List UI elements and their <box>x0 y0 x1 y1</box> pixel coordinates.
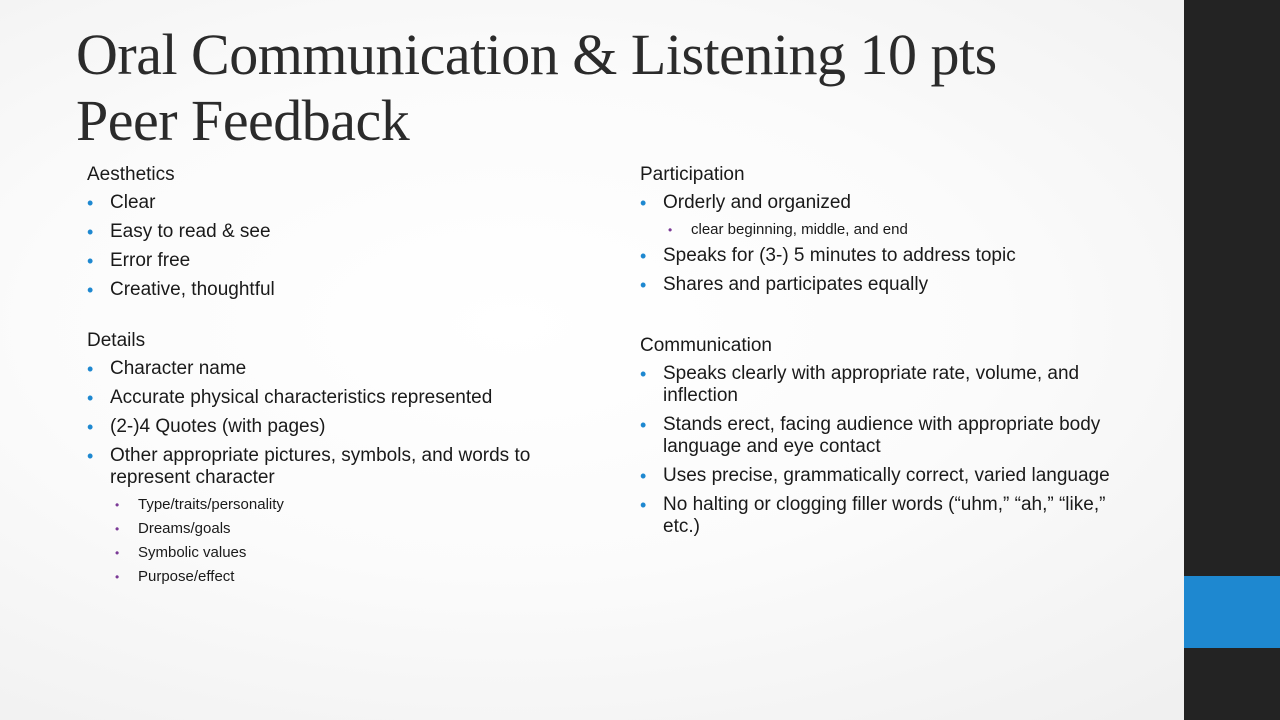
sub-list-item: • Dreams/goals <box>87 520 557 538</box>
aesthetics-heading: Aesthetics <box>87 164 175 185</box>
list-item: • No halting or clogging filler words (“uhm,” “ah,” “like,” etc.) <box>640 494 1130 538</box>
list-item: • Error free <box>87 250 557 272</box>
list-item: • Speaks clearly with appropriate rate, volume, and inflection <box>640 363 1130 407</box>
list-item: • Easy to read & see <box>87 221 557 243</box>
participation-heading: Participation <box>640 164 745 185</box>
communication-heading: Communication <box>640 335 772 356</box>
communication-list <box>640 363 1130 538</box>
slide-title-line-2: Peer Feedback <box>76 88 410 153</box>
participation-list-continued <box>640 245 1130 296</box>
list-item: • Accurate physical characteristics represented <box>87 387 557 409</box>
sidebar-accent-block <box>1184 576 1280 648</box>
list-item: • Clear <box>87 192 557 214</box>
list-item: • Character name <box>87 358 557 380</box>
details-sublist <box>87 496 557 586</box>
sub-list-item: • clear beginning, middle, and end <box>640 221 1130 239</box>
slide-title-line-1: Oral Communication & Listening 10 pts <box>76 22 997 87</box>
sub-list-item: • Symbolic values <box>87 544 557 562</box>
sub-list-item: • Purpose/effect <box>87 568 557 586</box>
aesthetics-list <box>87 192 557 301</box>
list-item: • Stands erect, facing audience with appropriate body language and eye contact <box>640 414 1130 458</box>
details-list <box>87 358 557 489</box>
list-item: • Shares and participates equally <box>640 274 1130 296</box>
list-item: • Speaks for (3-) 5 minutes to address topic <box>640 245 1130 267</box>
list-item: • Uses precise, grammatically correct, varied language <box>640 465 1130 487</box>
list-item: • (2-)4 Quotes (with pages) <box>87 416 557 438</box>
list-item: • Other appropriate pictures, symbols, and words to represent character <box>87 445 557 489</box>
list-item: • Orderly and organized <box>640 192 1130 214</box>
left-column <box>87 164 557 592</box>
list-item: • Creative, thoughtful <box>87 279 557 301</box>
participation-sublist <box>640 221 1130 239</box>
right-column <box>640 164 1130 545</box>
slide-title <box>76 22 1156 154</box>
details-heading: Details <box>87 330 146 351</box>
sub-list-item: • Type/traits/personality <box>87 496 557 514</box>
participation-list <box>640 192 1130 214</box>
